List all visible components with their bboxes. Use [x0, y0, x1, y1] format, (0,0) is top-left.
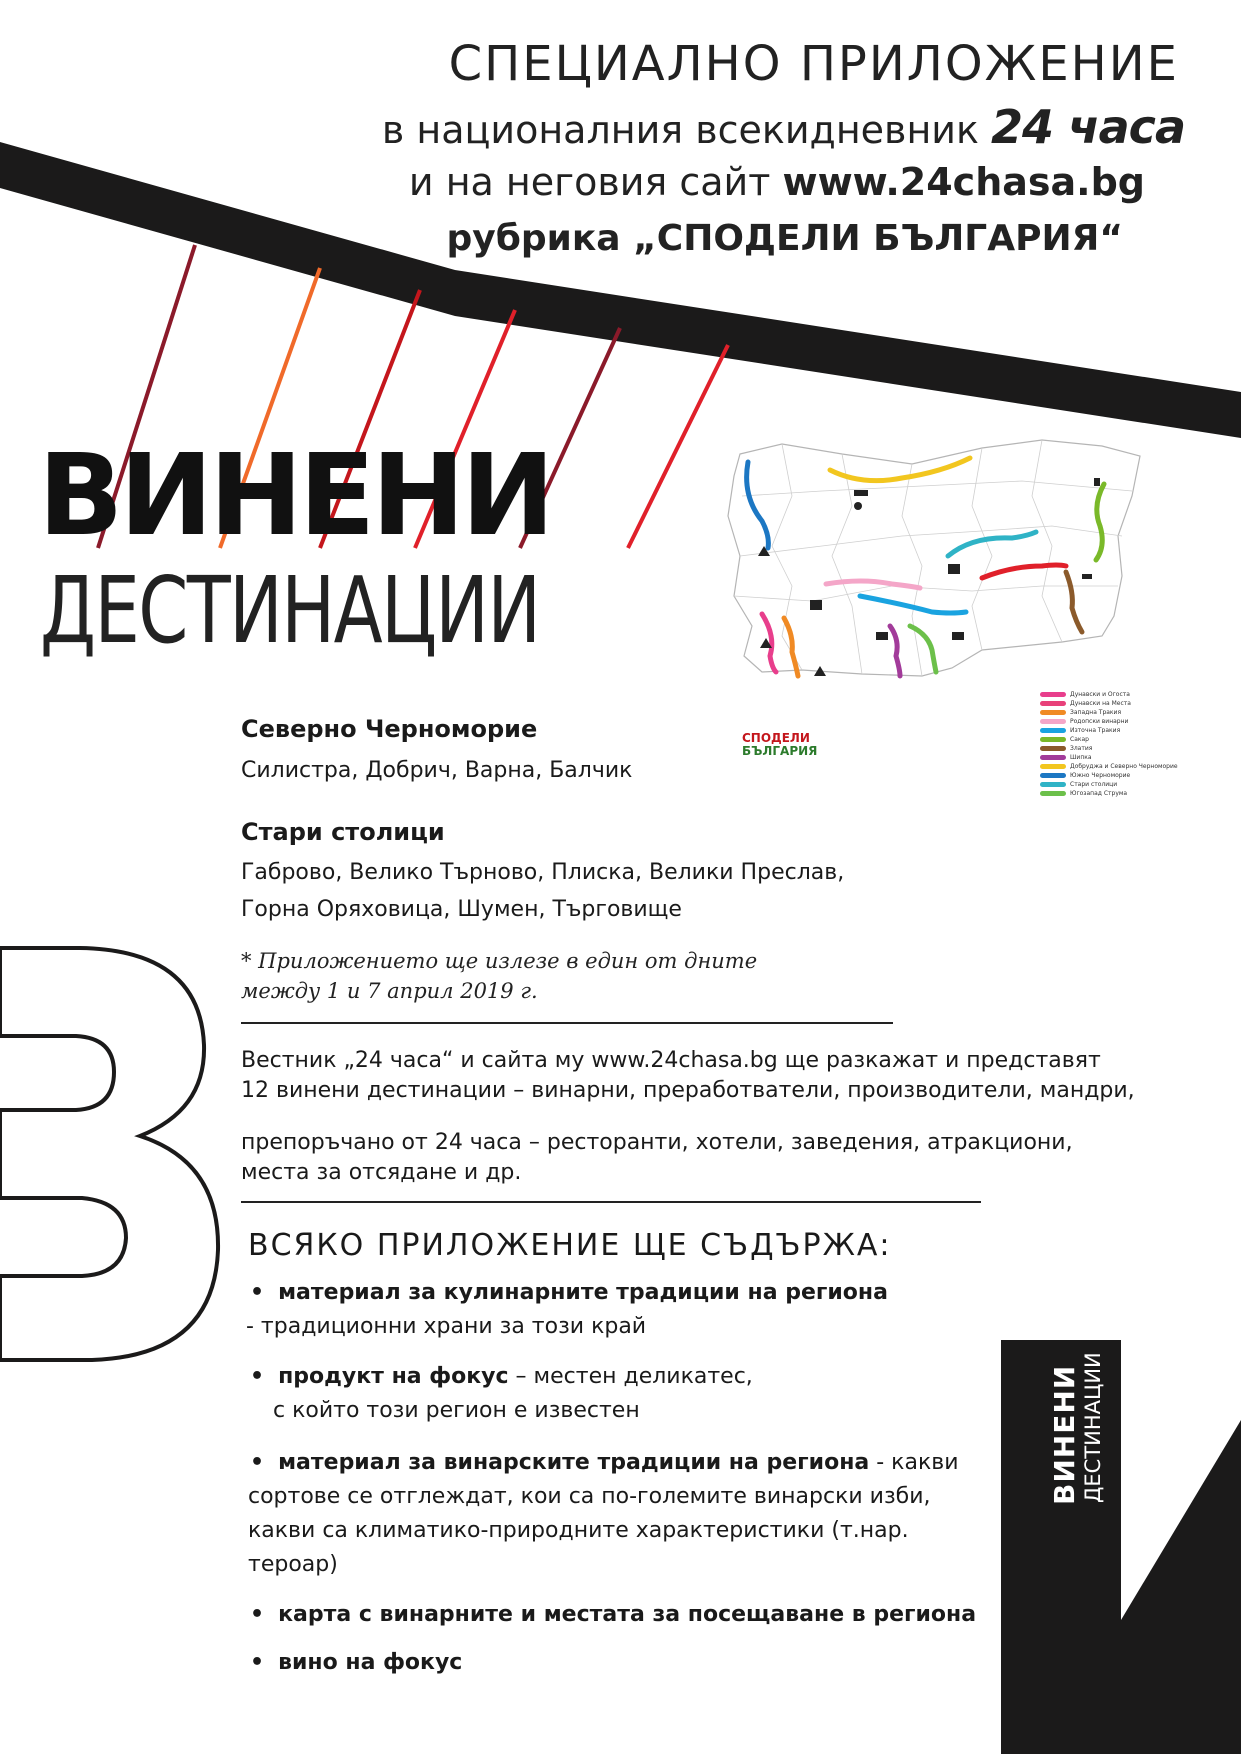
stripe-6 — [628, 345, 728, 548]
glass-icon — [1094, 478, 1100, 486]
note-line-2: между 1 и 7 април 2019 г. — [241, 979, 538, 1003]
bullet-3-line-2: сортове се отглеждат, кои са по-големите винарски изби, — [248, 1484, 931, 1509]
letter-i-stroke — [1001, 1340, 1241, 1754]
bullet-mark: • — [250, 1450, 265, 1475]
bullet-4 — [250, 1598, 1010, 1632]
paragraph-2-line-1: препоръчано от 24 часа – ресторанти, хотели, заведения, атракциони, — [241, 1130, 1073, 1155]
side-label-title: ВИНЕНИ — [1048, 1364, 1081, 1505]
paragraph-1-line-2: 12 винени дестинации – винарни, преработватели, производители, мандри, — [241, 1078, 1135, 1103]
fish-icon — [1082, 574, 1092, 579]
region-2-places-line-1: Габрово, Велико Търново, Плиска, Велики Преслав, — [241, 860, 845, 885]
bullet-1-desc: - традиционни храни за този край — [246, 1314, 647, 1339]
header-line-1: СПЕЦИАЛНО ПРИЛОЖЕНИЕ — [448, 36, 1179, 92]
wine-icon-2 — [952, 632, 964, 640]
legend-label: Дунавски и Огоста — [1070, 691, 1130, 698]
bullet-3-line-4: тероар) — [248, 1552, 338, 1577]
header-line-2-text: в националния всекидневник — [381, 108, 992, 152]
bullet-mark: • — [250, 1280, 265, 1305]
bullet-1 — [250, 1276, 1010, 1310]
legend-label: Родопски винарни — [1070, 718, 1129, 725]
region-2-places-line-2: Горна Оряховица, Шумен, Търговище — [241, 897, 682, 922]
region-2-title: Стари столици — [241, 818, 445, 846]
bullet-4-bold: карта с винарните и местата за посещаване в региона — [278, 1602, 977, 1627]
region-1-title: Северно Черноморие — [241, 715, 538, 743]
legend-label: Южно Черноморие — [1070, 772, 1131, 779]
contents-heading: ВСЯКО ПРИЛОЖЕНИЕ ЩЕ СЪДЪРЖА: — [248, 1228, 892, 1263]
site-url[interactable]: www.24chasa.bg — [782, 160, 1145, 204]
header-line-2 — [382, 100, 1185, 154]
bullet-5 — [250, 1646, 1010, 1680]
bullet-5-bold: вино на фокус — [278, 1650, 463, 1675]
share-bulgaria-logo — [742, 732, 817, 758]
bullet-mark: • — [250, 1364, 265, 1389]
paragraph-1-line-1: Вестник „24 часа“ и сайта му www.24chasa.bg ще разкажат и представят — [241, 1048, 1101, 1073]
paragraph-2-line-2: места за отсядане и др. — [241, 1160, 522, 1185]
bullet-2 — [250, 1360, 1010, 1394]
legend-label: Стари столици — [1070, 781, 1118, 788]
bullet-mark: • — [250, 1602, 265, 1627]
publication-note — [241, 946, 757, 1006]
header-line-3 — [409, 160, 1145, 204]
bullet-3-line-3: какви са климатико-природните характеристики (т.нар. — [248, 1518, 909, 1543]
bullet-2-text: – местен деликатес, — [508, 1364, 753, 1389]
title-main: ВИНЕНИ — [38, 431, 551, 561]
header-line-3-text: и на неговия сайт — [408, 160, 783, 204]
letter-v-outline — [0, 940, 225, 1370]
bullet-2-desc: с който този регион е известен — [273, 1398, 640, 1423]
bullet-1-bold: материал за кулинарните традиции на региона — [278, 1280, 888, 1305]
castle-icon — [948, 564, 960, 574]
legend-label: Сакар — [1070, 736, 1089, 743]
plate-icon — [854, 502, 862, 510]
legend-label: Източна Тракия — [1070, 727, 1121, 734]
region-1-places: Силистра, Добрич, Варна, Балчик — [241, 758, 633, 783]
legend-label: Югозапад Струма — [1070, 790, 1128, 797]
wine-routes-map — [722, 436, 1152, 682]
bullet-mark: • — [250, 1650, 265, 1675]
logo-line-1: СПОДЕЛИ — [742, 731, 810, 745]
divider-1 — [241, 1022, 893, 1024]
header-line-4: рубрика „СПОДЕЛИ БЪЛГАРИЯ“ — [446, 218, 1123, 259]
legend-label: Златия — [1070, 745, 1093, 752]
wave-icon — [854, 490, 868, 496]
legend-item — [1040, 789, 1127, 799]
legend-label: Западна Тракия — [1070, 709, 1122, 716]
legend-label: Дунавски на Места — [1070, 700, 1131, 707]
legend-label: Шипка — [1070, 754, 1092, 761]
bullet-3-text: - какви — [869, 1450, 959, 1475]
legend-label: Добруджа и Северно Черноморие — [1070, 763, 1178, 770]
side-label-subtitle: ДЕСТИНАЦИИ — [1081, 1352, 1105, 1503]
bullet-3-bold: материал за винарските традиции на региона — [278, 1450, 870, 1475]
bullet-3 — [250, 1446, 1010, 1480]
title-subtitle: ДЕСТИНАЦИИ — [40, 557, 540, 664]
note-line-1: * Приложението ще излезе в един от дните — [241, 949, 758, 973]
castle-icon-2 — [810, 600, 822, 610]
divider-2 — [241, 1201, 981, 1203]
logo-line-2: БЪЛГАРИЯ — [742, 744, 818, 758]
bullet-2-bold: продукт на фокус — [278, 1364, 509, 1389]
brand-24chasa: 24 часа — [991, 100, 1185, 154]
wine-icon — [876, 632, 888, 640]
